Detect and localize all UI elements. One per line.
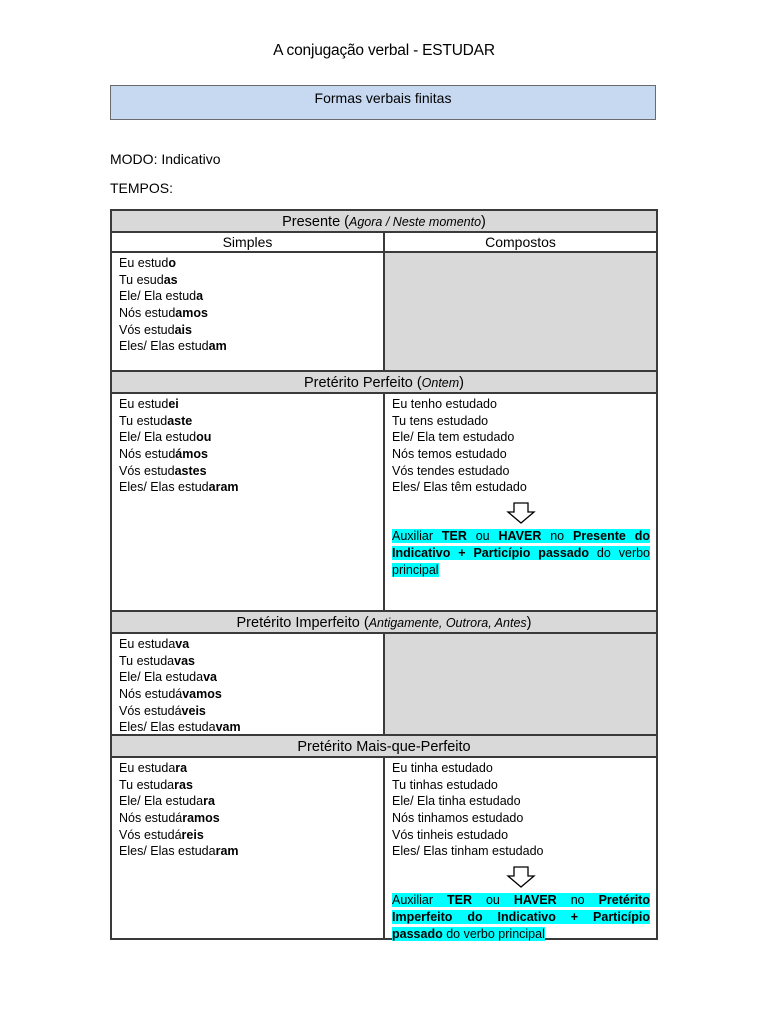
stem: Tu estuda bbox=[119, 653, 175, 668]
note-text: no bbox=[556, 893, 599, 908]
ending: va bbox=[175, 637, 190, 651]
compound-line: Ele/ Ela tem estudado bbox=[392, 430, 515, 445]
ending: ei bbox=[168, 397, 179, 411]
note-bold: HAVER bbox=[513, 893, 557, 908]
conjugation-line bbox=[119, 255, 377, 272]
stem: Eles/ Elas estud bbox=[119, 339, 209, 354]
compound-line: Nós temos estudado bbox=[392, 447, 507, 462]
perfeito-simples bbox=[112, 394, 385, 610]
ending: a bbox=[196, 289, 204, 304]
maisque-note bbox=[392, 892, 650, 943]
imperfeito-compostos-empty bbox=[385, 634, 656, 734]
stem: Ele/ Ela estud bbox=[119, 289, 197, 304]
note-text: do verbo principal bbox=[392, 546, 651, 578]
compound-line: Ele/ Ela tinha estudado bbox=[392, 794, 521, 809]
stem: Ele/ Ela estud bbox=[119, 430, 197, 445]
stem: Ele/ Ela estuda bbox=[119, 670, 204, 685]
conjugation-line bbox=[119, 777, 377, 794]
presente-compostos-empty bbox=[385, 253, 656, 370]
conjugation-line bbox=[119, 827, 377, 844]
conjugation-line bbox=[119, 272, 377, 289]
maisque-header bbox=[112, 736, 656, 758]
ending: ámos bbox=[175, 447, 208, 462]
conjugation-line bbox=[119, 288, 377, 305]
modo-value: : Indicativo bbox=[153, 151, 221, 167]
stem: Eu estuda bbox=[119, 637, 176, 651]
note-text: do verbo principal bbox=[442, 927, 545, 942]
stem: Eles/ Elas estuda bbox=[119, 844, 216, 859]
stem: Tu esud bbox=[119, 272, 164, 287]
presente-header: Presente (Agora / Neste momento) bbox=[112, 211, 656, 233]
ending: ou bbox=[196, 430, 212, 445]
ending: va bbox=[203, 670, 217, 685]
ending: ram bbox=[215, 844, 239, 859]
stem: Ele/ Ela estuda bbox=[119, 794, 204, 809]
stem: Nós estudá bbox=[119, 687, 183, 702]
compound-line: Tu tinhas estudado bbox=[392, 777, 498, 792]
conjugation-line bbox=[119, 322, 377, 339]
document-title: A conjugação verbal - ESTUDAR bbox=[273, 42, 495, 59]
imperfeito-row bbox=[112, 634, 656, 736]
compound-line: Tu tens estudado bbox=[392, 413, 489, 428]
conjugation-line bbox=[119, 686, 377, 703]
ending: vam bbox=[215, 720, 241, 735]
compound-line: Eu tinha estudado bbox=[392, 761, 493, 775]
perfeito-note bbox=[392, 528, 650, 579]
stem: Vós estud bbox=[119, 322, 175, 337]
conjugation-line bbox=[119, 669, 377, 686]
conjugation-line bbox=[119, 446, 377, 463]
section-banner-label: Formas verbais finitas bbox=[314, 90, 452, 106]
stem: Eu estud bbox=[119, 397, 169, 411]
conjugation-line bbox=[119, 413, 377, 430]
imperfeito-hint: Antigamente, Outrora, Antes bbox=[368, 616, 527, 630]
conjugation-line bbox=[119, 760, 377, 777]
tempos-line bbox=[110, 180, 173, 196]
presente-title: Presente bbox=[282, 214, 341, 230]
ending: vas bbox=[174, 653, 195, 668]
stem: Eles/ Elas estuda bbox=[119, 720, 216, 735]
stem: Tu estud bbox=[119, 413, 168, 428]
modo-label: MODO bbox=[110, 151, 154, 167]
compound-line: Vós tinheis estudado bbox=[392, 827, 509, 842]
stem: Nós estudá bbox=[119, 811, 183, 826]
ending: ra bbox=[203, 794, 215, 809]
tempos-value: : bbox=[169, 180, 174, 196]
perfeito-row bbox=[112, 394, 656, 612]
note-bold: HAVER bbox=[498, 529, 542, 544]
compound-line: Eu tenho estudado bbox=[392, 397, 497, 411]
ending: vamos bbox=[182, 687, 222, 702]
note-bold: TER bbox=[441, 529, 467, 544]
stem: Vós estudá bbox=[119, 703, 182, 718]
stem: Eles/ Elas estud bbox=[119, 480, 209, 495]
conjugation-line bbox=[119, 843, 377, 860]
compound-line: Eles/ Elas tinham estudado bbox=[392, 844, 544, 859]
perfeito-hint: Ontem bbox=[421, 376, 460, 390]
column-headers bbox=[112, 233, 656, 253]
conjugation-line bbox=[119, 463, 377, 480]
conjugation-line bbox=[119, 703, 377, 720]
presente-hint: Agora / Neste momento bbox=[349, 215, 482, 229]
ending: ra bbox=[175, 761, 188, 775]
maisque-compostos bbox=[385, 758, 656, 942]
stem: Nós estud bbox=[119, 447, 176, 462]
ending: reis bbox=[181, 827, 204, 842]
note-text: ou bbox=[471, 893, 514, 908]
perfeito-header: Pretérito Perfeito (Ontem) bbox=[112, 372, 656, 394]
ending: as bbox=[163, 272, 178, 287]
ending: amos bbox=[175, 306, 208, 321]
conjugation-line bbox=[119, 810, 377, 827]
conjugation-line bbox=[119, 338, 377, 355]
ending: o bbox=[168, 256, 176, 270]
simples-header: Simples bbox=[112, 233, 385, 251]
stem: Nós estud bbox=[119, 306, 176, 321]
conjugation-line bbox=[119, 719, 377, 736]
compound-line: Eles/ Elas têm estudado bbox=[392, 480, 527, 495]
conjugation-line bbox=[119, 305, 377, 322]
stem: Tu estuda bbox=[119, 777, 175, 792]
stem: Vós estud bbox=[119, 463, 175, 478]
note-bold: TER bbox=[446, 893, 472, 908]
conjugation-line bbox=[119, 793, 377, 810]
compound-line: Vós tendes estudado bbox=[392, 463, 510, 478]
tempos-label: TEMPOS bbox=[110, 180, 170, 196]
conjugation-line bbox=[119, 396, 377, 413]
presente-row bbox=[112, 253, 656, 372]
ending: astes bbox=[174, 463, 207, 478]
compound-line: Nós tinhamos estudado bbox=[392, 811, 524, 826]
stem: Eu estuda bbox=[119, 761, 176, 775]
note-text: Auxiliar bbox=[392, 529, 442, 544]
note-bold: Presente do Indicativo + Particípio passado bbox=[392, 529, 650, 561]
maisque-simples bbox=[112, 758, 385, 938]
note-bold: Pretérito Imperfeito do Indicativo + Particípio passado bbox=[392, 893, 650, 942]
perfeito-compostos bbox=[385, 394, 656, 610]
imperfeito-header: Pretérito Imperfeito (Antigamente, Outrora, Antes) bbox=[112, 612, 656, 634]
ending: ras bbox=[174, 777, 193, 792]
imperfeito-title: Pretérito Imperfeito bbox=[236, 615, 360, 631]
stem: Vós estudá bbox=[119, 827, 182, 842]
conjugation-table bbox=[110, 209, 658, 940]
modo-line bbox=[110, 151, 221, 167]
ending: aste bbox=[167, 413, 193, 428]
ending: veis bbox=[181, 703, 206, 718]
maisque-row bbox=[112, 758, 656, 942]
note-text: ou bbox=[466, 529, 499, 544]
conjugation-line bbox=[119, 653, 377, 670]
presente-simples bbox=[112, 253, 385, 370]
note-text: no bbox=[541, 529, 574, 544]
imperfeito-simples bbox=[112, 634, 385, 734]
compostos-header: Compostos bbox=[485, 234, 556, 250]
conjugation-line bbox=[119, 479, 377, 496]
ending: ais bbox=[174, 322, 192, 337]
note-text: Auxiliar bbox=[392, 893, 447, 908]
down-arrow-icon bbox=[392, 502, 650, 528]
stem: Eu estud bbox=[119, 256, 169, 270]
conjugation-line bbox=[119, 429, 377, 446]
conjugation-line bbox=[119, 636, 377, 653]
ending: ramos bbox=[182, 811, 220, 826]
down-arrow-icon bbox=[392, 866, 650, 892]
ending: am bbox=[208, 339, 227, 354]
perfeito-title: Pretérito Perfeito bbox=[303, 375, 413, 391]
section-banner bbox=[110, 85, 656, 120]
maisque-title: Pretérito Mais-que-Perfeito bbox=[297, 739, 471, 755]
ending: aram bbox=[208, 480, 239, 495]
